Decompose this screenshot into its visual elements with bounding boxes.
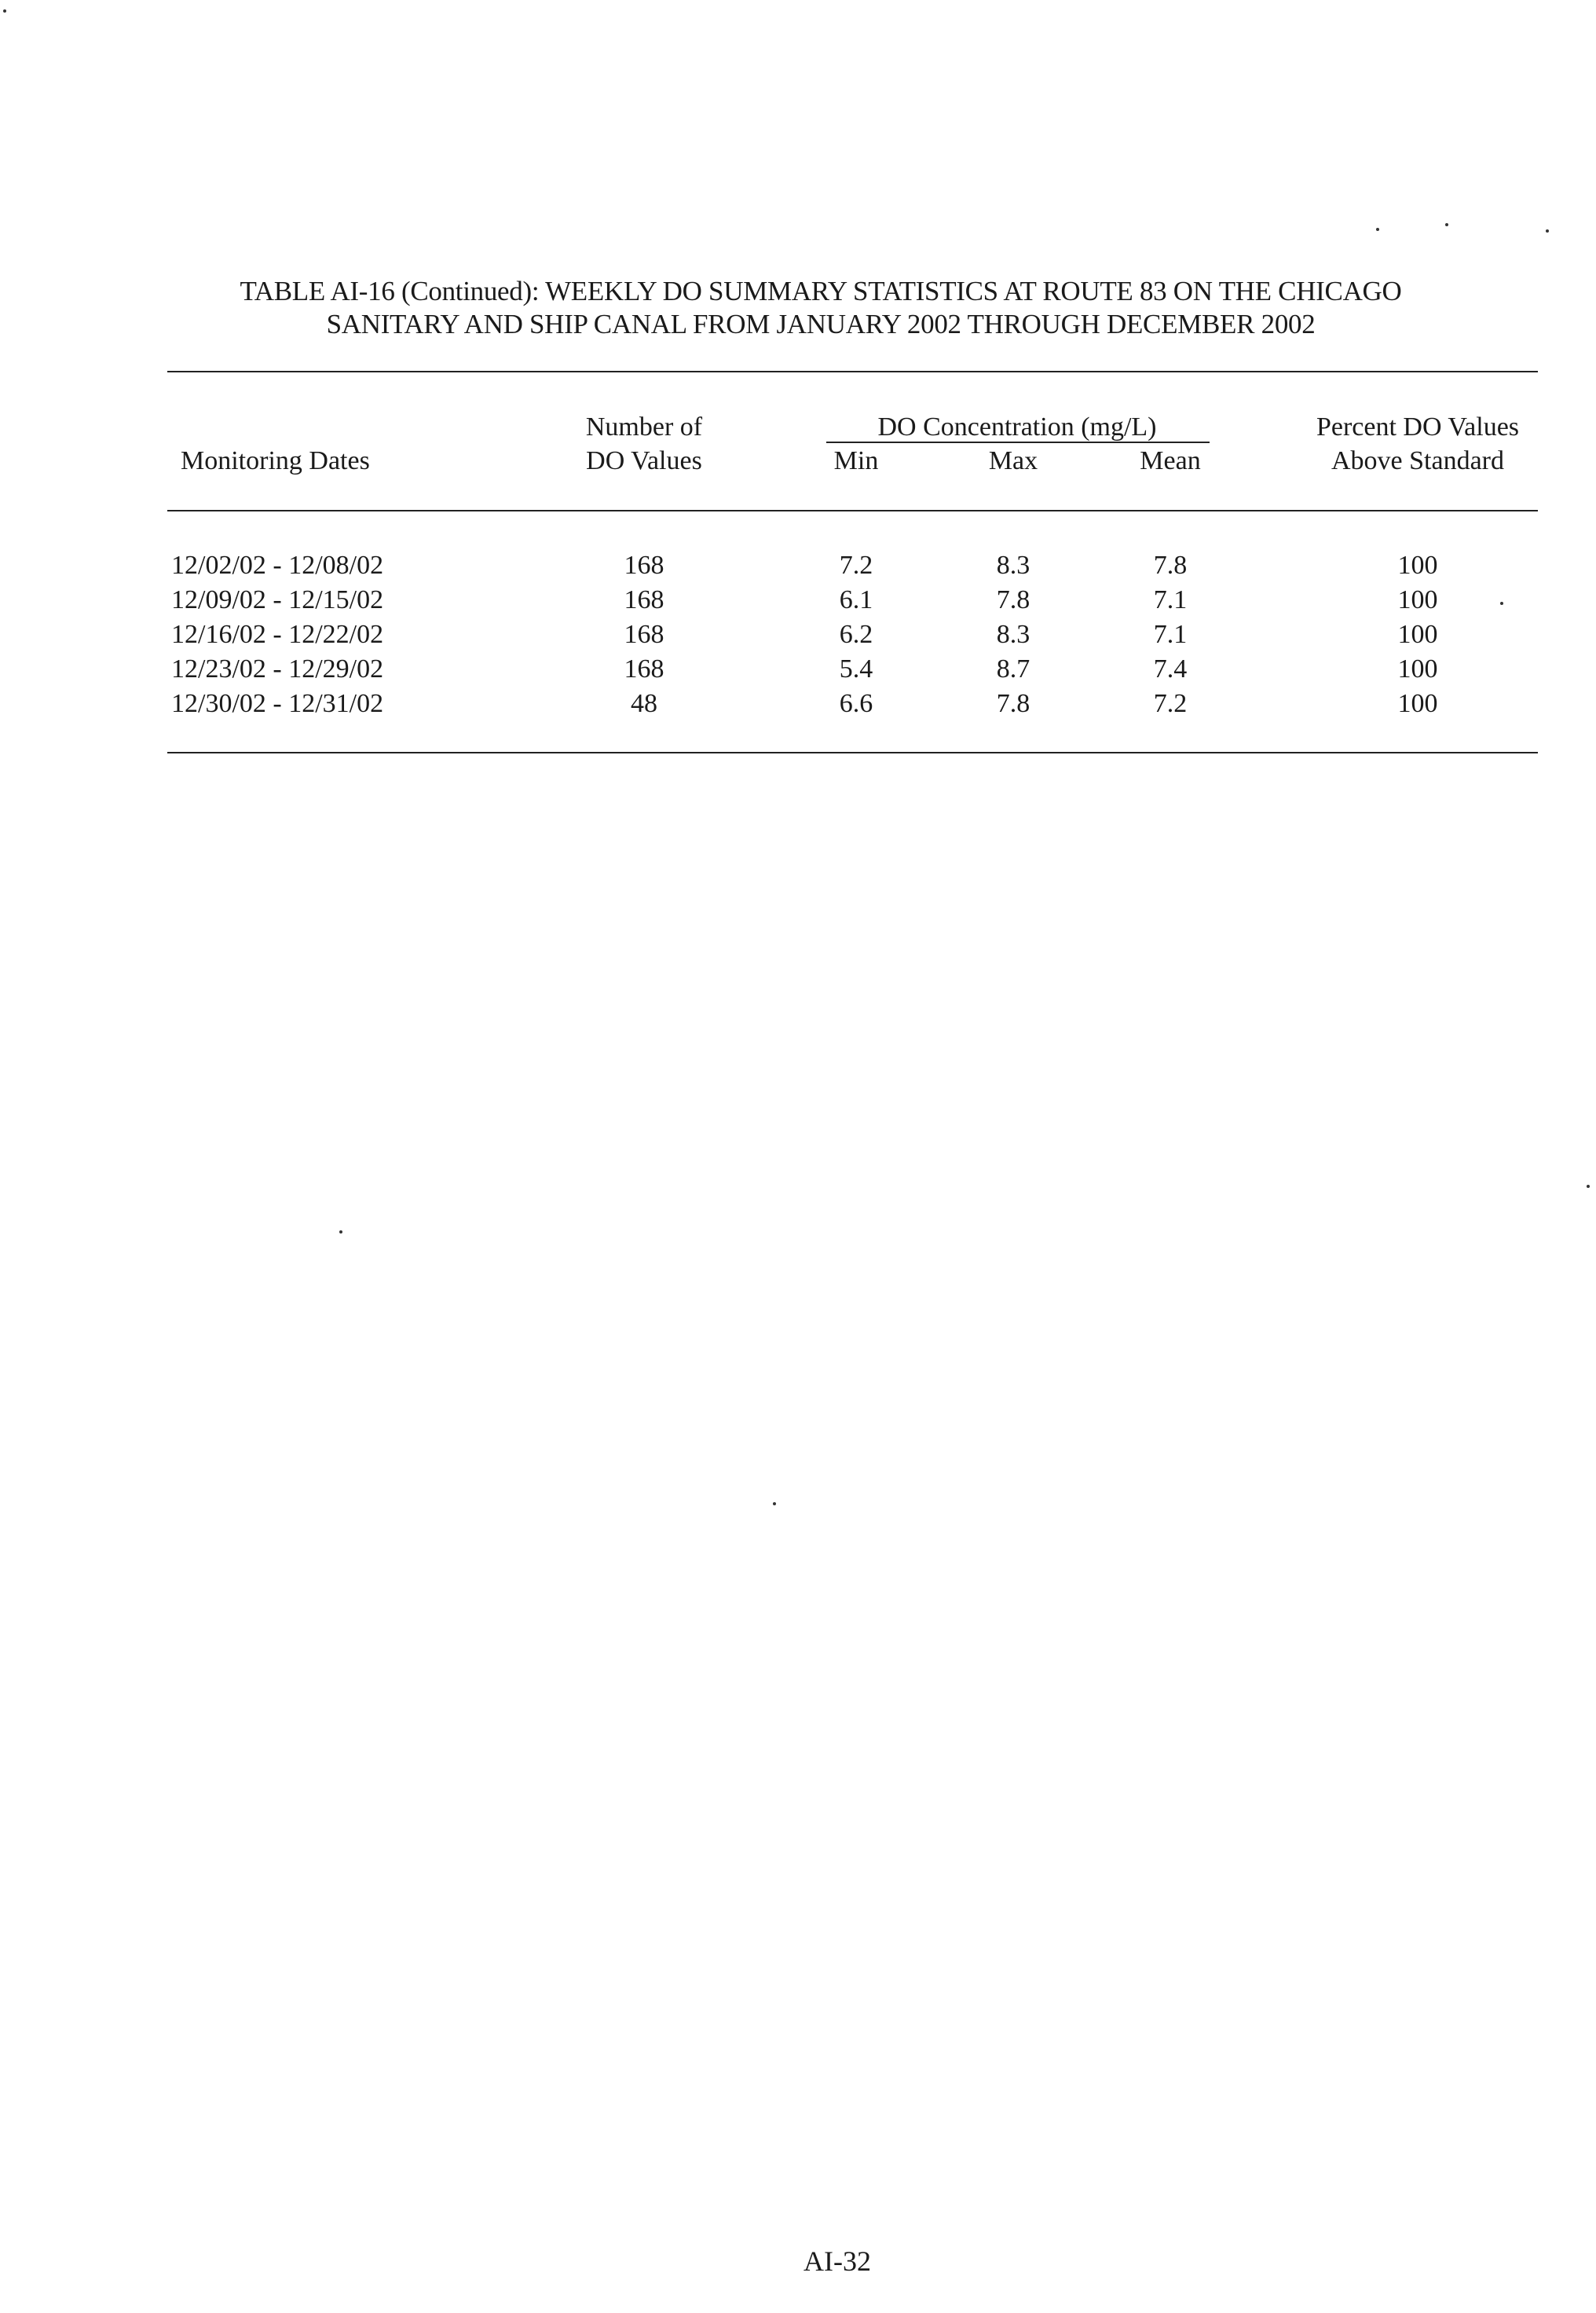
- cell-num-values: 168: [624, 551, 664, 580]
- cell-percent: 100: [1397, 689, 1438, 718]
- scan-speck: [1445, 223, 1448, 226]
- scan-speck: [1587, 1185, 1590, 1188]
- table-row: [0, 585, 1596, 619]
- scan-speck: [3, 9, 6, 13]
- cell-max: 7.8: [996, 689, 1030, 718]
- scan-speck: [1376, 228, 1379, 231]
- table-header-rule: [167, 510, 1538, 511]
- header-do-values: DO Values: [586, 446, 702, 475]
- header-max: Max: [988, 446, 1038, 475]
- cell-max: 7.8: [996, 585, 1030, 614]
- cell-min: 6.6: [839, 689, 873, 718]
- cell-dates: 12/16/02 - 12/22/02: [171, 620, 384, 649]
- header-above-standard: Above Standard: [1331, 446, 1504, 475]
- scan-speck: [773, 1502, 776, 1505]
- header-percent-do-values: Percent DO Values: [1316, 412, 1520, 442]
- table-title-line-1: TABLE AI-16 (Continued): WEEKLY DO SUMMARY STATISTICS AT ROUTE 83 ON THE CHICAGO: [240, 276, 1402, 306]
- scan-speck: [1500, 602, 1503, 605]
- header-mean: Mean: [1140, 446, 1201, 475]
- cell-num-values: 168: [624, 585, 664, 614]
- cell-percent: 100: [1397, 654, 1438, 684]
- cell-min: 6.2: [839, 620, 873, 649]
- page-number: AI-32: [803, 2245, 871, 2277]
- table-row: [0, 619, 1596, 654]
- scan-speck: [339, 1230, 342, 1233]
- cell-num-values: 168: [624, 654, 664, 684]
- cell-mean: 7.2: [1153, 689, 1188, 718]
- header-min: Min: [833, 446, 879, 475]
- scan-speck: [1546, 229, 1549, 233]
- cell-mean: 7.4: [1153, 654, 1188, 684]
- cell-num-values: 48: [631, 689, 657, 718]
- cell-percent: 100: [1397, 585, 1438, 614]
- cell-min: 5.4: [839, 654, 873, 684]
- table-title-line-2: SANITARY AND SHIP CANAL FROM JANUARY 2002 THROUGH DECEMBER 2002: [326, 309, 1316, 339]
- cell-max: 8.3: [996, 551, 1030, 580]
- cell-min: 6.1: [839, 585, 873, 614]
- table-row: [0, 654, 1596, 688]
- table-row: [0, 688, 1596, 723]
- header-number-of: Number of: [585, 412, 703, 442]
- cell-dates: 12/02/02 - 12/08/02: [171, 551, 384, 580]
- cell-min: 7.2: [839, 551, 873, 580]
- cell-percent: 100: [1397, 620, 1438, 649]
- cell-percent: 100: [1397, 551, 1438, 580]
- header-monitoring-dates: Monitoring Dates: [181, 446, 370, 475]
- cell-mean: 7.1: [1153, 620, 1188, 649]
- cell-num-values: 168: [624, 620, 664, 649]
- cell-mean: 7.1: [1153, 585, 1188, 614]
- cell-max: 8.7: [996, 654, 1030, 684]
- header-do-concentration-group: DO Concentration (mg/L): [877, 412, 1157, 442]
- cell-max: 8.3: [996, 620, 1030, 649]
- table-bottom-rule: [167, 752, 1538, 753]
- cell-dates: 12/09/02 - 12/15/02: [171, 585, 384, 614]
- cell-mean: 7.8: [1153, 551, 1188, 580]
- table-row: [0, 550, 1596, 585]
- cell-dates: 12/30/02 - 12/31/02: [171, 689, 384, 718]
- table-top-rule: [167, 371, 1538, 372]
- cell-dates: 12/23/02 - 12/29/02: [171, 654, 384, 684]
- header-group-underline: [826, 442, 1210, 443]
